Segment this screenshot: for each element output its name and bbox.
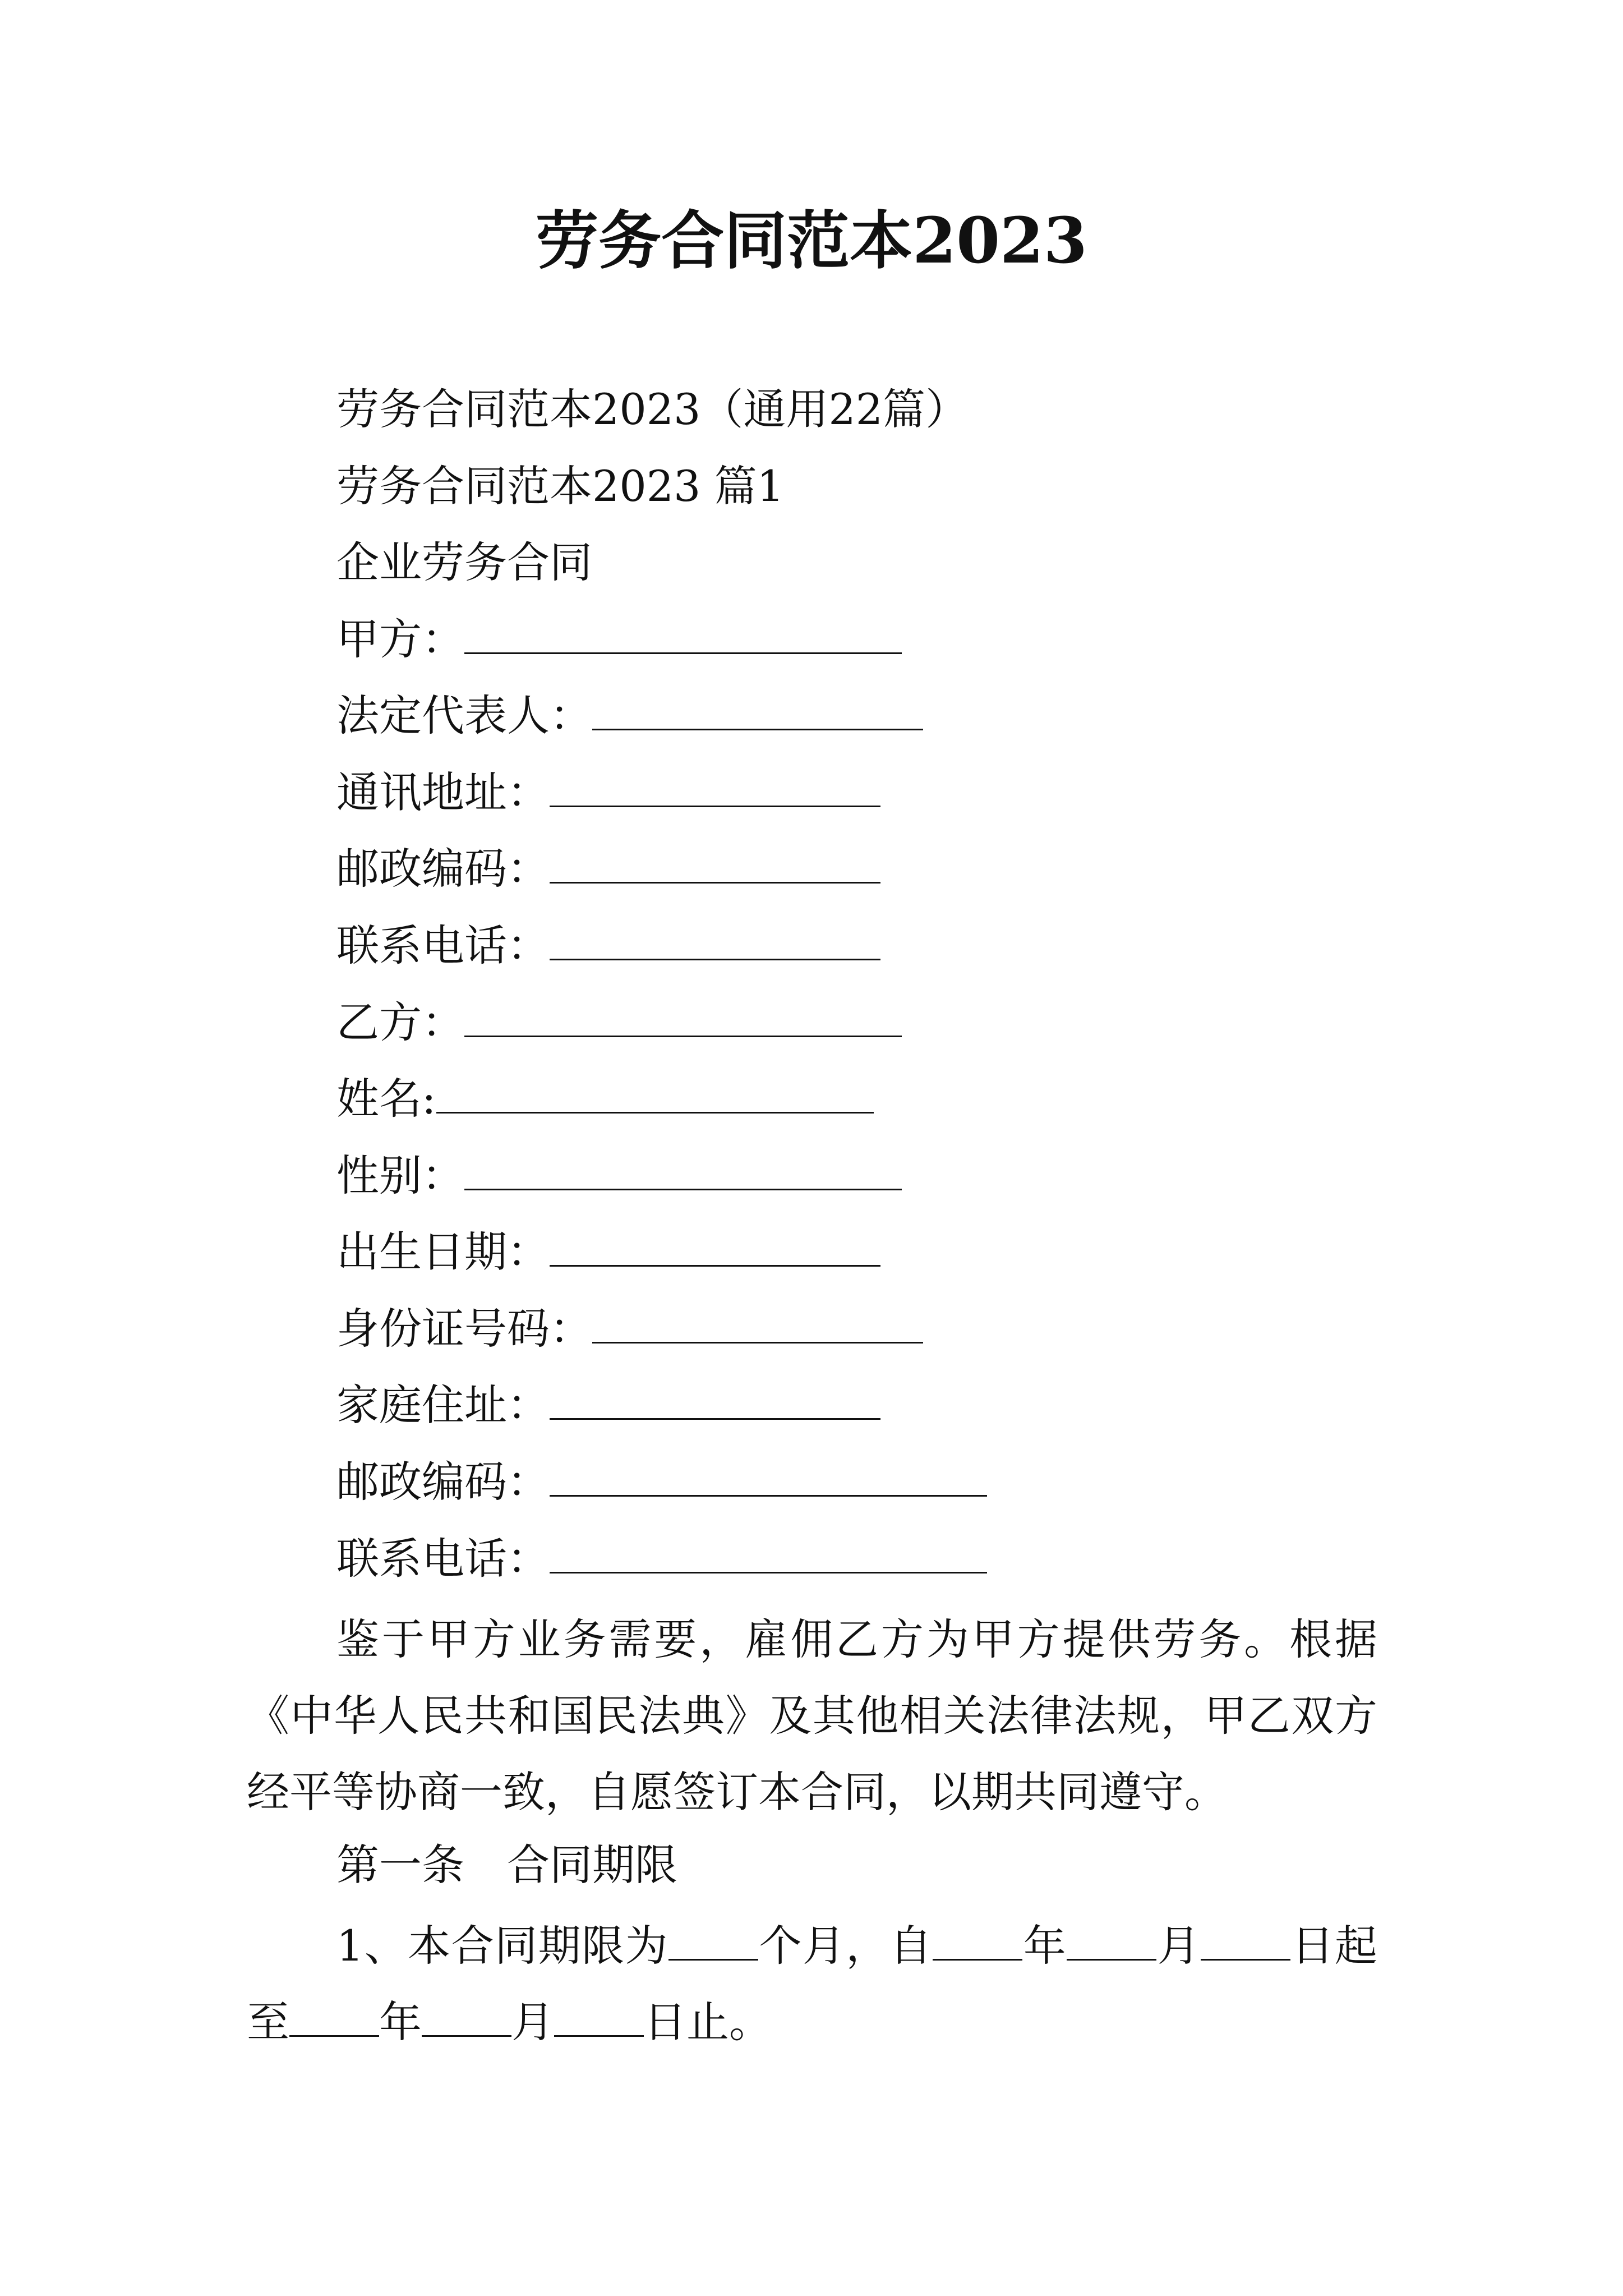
term-text: 日止。	[644, 1997, 772, 2047]
field-phone-a	[336, 918, 880, 974]
section-heading: 劳务合同范本2023 篇1	[336, 461, 784, 511]
start-day-blank[interactable]	[1201, 1925, 1290, 1961]
term-text: 年	[1022, 1921, 1067, 1971]
field-label: 通讯地址：	[336, 767, 550, 817]
fill-blank[interactable]	[550, 1455, 987, 1497]
fill-blank[interactable]	[464, 995, 902, 1037]
document-title: 劳务合同范本2023	[536, 204, 1087, 278]
field-label: 出生日期：	[336, 1227, 550, 1277]
field-label: 乙方：	[336, 997, 464, 1047]
field-label: 法定代表人：	[336, 691, 592, 740]
field-label: 姓名:	[336, 1074, 436, 1124]
field-party-a	[336, 611, 902, 668]
fill-blank[interactable]	[550, 1531, 987, 1573]
field-label: 邮政编码：	[336, 1457, 550, 1507]
field-label: 性别：	[336, 1151, 464, 1200]
field-home-address	[336, 1377, 880, 1433]
field-name	[336, 1071, 874, 1127]
term-text: 1、本合同期限为	[336, 1921, 668, 1971]
end-year-blank[interactable]	[289, 2001, 379, 2037]
fill-blank[interactable]	[550, 765, 880, 807]
field-label: 家庭住址：	[336, 1380, 550, 1430]
field-label: 联系电话：	[336, 1534, 550, 1584]
field-mailing-address	[336, 765, 880, 821]
fill-blank[interactable]	[464, 612, 902, 654]
field-phone-b	[336, 1531, 987, 1587]
field-gender	[336, 1148, 902, 1204]
end-day-blank[interactable]	[554, 2001, 644, 2037]
fill-blank[interactable]	[550, 841, 880, 884]
term-text: 月	[1156, 1921, 1201, 1971]
term-text: 日起至	[247, 1921, 1378, 2047]
field-label: 甲方：	[336, 614, 464, 664]
field-postal-code-b	[336, 1454, 987, 1510]
start-year-blank[interactable]	[933, 1925, 1022, 1961]
field-birth-date	[336, 1224, 880, 1280]
fill-blank[interactable]	[436, 1071, 874, 1114]
field-id-number	[336, 1301, 923, 1357]
field-label: 身份证号码：	[336, 1304, 592, 1354]
subtitle: 劳务合同范本2023（通用22篇）	[336, 384, 969, 434]
fill-blank[interactable]	[464, 1148, 902, 1190]
term-text: 月	[511, 1997, 554, 2047]
article-1-heading: 第一条 合同期限	[336, 1840, 677, 1890]
months-blank[interactable]	[668, 1925, 758, 1961]
field-party-b	[336, 995, 902, 1051]
contract-name: 企业劳务合同	[336, 537, 592, 587]
term-text: 年	[379, 1997, 422, 2047]
field-legal-representative	[336, 688, 923, 744]
fill-blank[interactable]	[550, 1225, 880, 1267]
preamble-paragraph: 鉴于甲方业务需要，雇佣乙方为甲方提供劳务。根据《中华人民共和国民法典》及其他相关法律法规，甲乙双方经平等协商一致，自愿签订本合同，以期共同遵守。	[247, 1614, 1377, 1817]
start-month-blank[interactable]	[1067, 1925, 1156, 1961]
field-postal-code-a	[336, 841, 880, 897]
term-text: 个月，自	[758, 1921, 933, 1971]
field-label: 联系电话：	[336, 921, 550, 970]
fill-blank[interactable]	[592, 688, 923, 730]
fill-blank[interactable]	[592, 1301, 923, 1343]
contract-term-clause	[247, 1908, 1377, 2060]
fill-blank[interactable]	[550, 1378, 880, 1420]
fill-blank[interactable]	[550, 918, 880, 960]
end-month-blank[interactable]	[422, 2001, 511, 2037]
field-label: 邮政编码：	[336, 844, 550, 894]
